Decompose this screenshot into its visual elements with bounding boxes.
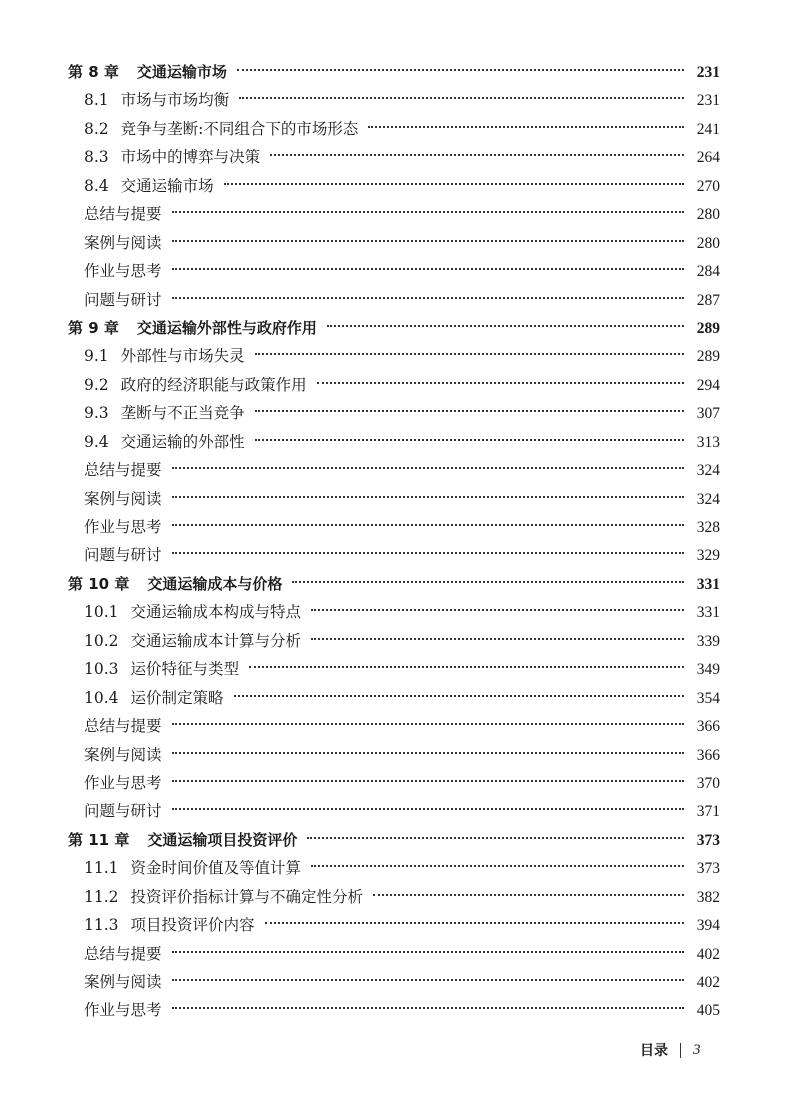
toc-entry-page: 289 (696, 348, 720, 366)
toc-entry-page: 366 (696, 746, 720, 764)
footer-divider (680, 1043, 681, 1058)
toc-entry-title: 案例与阅读 (84, 489, 162, 508)
toc-entry-page: 394 (696, 917, 720, 935)
toc-entry-page: 373 (696, 860, 720, 878)
toc-entry-title: 交通运输市场 (120, 176, 214, 195)
toc-sub-entry[interactable] (68, 797, 720, 825)
toc-entry-page: 331 (696, 575, 720, 593)
dot-leader (255, 439, 684, 441)
toc-entry-number: 9.4 (84, 432, 109, 451)
toc-sub-entry[interactable] (68, 286, 720, 314)
toc-section-entry[interactable] (68, 115, 720, 143)
toc-entry-title: 交通运输的外部性 (120, 432, 245, 451)
dot-leader (172, 951, 684, 953)
dot-leader (172, 524, 684, 526)
toc-entry-title: 总结与提要 (84, 205, 162, 224)
toc-entry-page: 366 (696, 718, 720, 736)
dot-leader (172, 552, 684, 554)
toc-entry-title: 垄断与不正当竞争 (120, 404, 245, 423)
toc-entry-page: 339 (696, 632, 720, 650)
toc-entry-title: 运价制定策略 (130, 688, 224, 707)
toc-entry-title: 交通运输项目投资评价 (147, 830, 298, 849)
toc-section-entry[interactable] (68, 342, 720, 370)
toc-entry-title: 交通运输市场 (136, 63, 227, 81)
toc-entry-title: 作业与思考 (84, 262, 162, 281)
toc-entry-title: 案例与阅读 (84, 745, 162, 764)
toc-entry-number: 9.1 (84, 347, 109, 366)
dot-leader (172, 752, 684, 754)
toc-entry-number: 8.2 (84, 119, 109, 138)
toc-entry-page: 270 (696, 177, 720, 195)
toc-entry-title: 问题与研讨 (84, 802, 162, 821)
toc-entry-number: 10.3 (84, 660, 119, 679)
toc-entry-title: 市场中的博弈与决策 (120, 148, 261, 167)
toc-entry-title: 交通运输成本计算与分析 (130, 631, 302, 650)
toc-chapter-entry[interactable] (68, 826, 720, 854)
toc-entry-number: 第 9 章 (68, 318, 119, 337)
toc-entry-page: 402 (696, 945, 720, 963)
dot-leader (265, 922, 684, 924)
toc-entry-number: 11.3 (84, 916, 119, 935)
toc-section-entry[interactable] (68, 172, 720, 200)
toc-entry-title: 项目投资评价内容 (130, 916, 255, 935)
toc-section-entry[interactable] (68, 86, 720, 114)
toc-section-entry[interactable] (68, 655, 720, 683)
toc-entry-title: 作业与思考 (84, 773, 162, 792)
toc-entry-title: 案例与阅读 (84, 233, 162, 252)
dot-leader (311, 865, 684, 867)
toc-sub-entry[interactable] (68, 968, 720, 996)
toc-entry-title: 投资评价指标计算与不确定性分析 (130, 887, 364, 906)
toc-entry-number: 11.2 (84, 887, 119, 906)
toc-entry-page: 289 (696, 319, 720, 337)
toc-entry-page: 371 (696, 803, 720, 821)
toc-entry-page: 280 (696, 234, 720, 252)
dot-leader (172, 780, 684, 782)
toc-entry-page: 382 (696, 888, 720, 906)
toc-chapter-entry[interactable] (68, 570, 720, 598)
toc-entry-title: 总结与提要 (84, 461, 162, 480)
dot-leader (311, 638, 684, 640)
toc-entry-title: 外部性与市场失灵 (120, 347, 245, 366)
dot-leader (255, 353, 684, 355)
toc-entry-page: 370 (696, 774, 720, 792)
toc-section-entry[interactable] (68, 627, 720, 655)
dot-leader (234, 695, 684, 697)
footer-page-number: 3 (693, 1041, 701, 1058)
dot-leader (307, 837, 684, 839)
toc-sub-entry[interactable] (68, 769, 720, 797)
toc-entry-number: 10.4 (84, 688, 119, 707)
toc-sub-entry[interactable] (68, 940, 720, 968)
page-footer (640, 1040, 701, 1060)
toc-entry-page: 354 (696, 689, 720, 707)
toc-entry-number: 8.4 (84, 176, 109, 195)
toc-sub-entry[interactable] (68, 456, 720, 484)
dot-leader (172, 1007, 684, 1009)
toc-entry-page: 287 (696, 291, 720, 309)
toc-entry-title: 政府的经济职能与政策作用 (120, 375, 307, 394)
dot-leader (327, 325, 684, 327)
toc-sub-entry[interactable] (68, 712, 720, 740)
toc-entry-page: 405 (696, 1002, 720, 1020)
toc-sub-entry[interactable] (68, 200, 720, 228)
footer-label: 目录 (640, 1043, 668, 1059)
toc-sub-entry[interactable] (68, 741, 720, 769)
toc-entry-number: 10.1 (84, 603, 119, 622)
toc-entry-number: 8.3 (84, 148, 109, 167)
dot-leader (172, 211, 684, 213)
dot-leader (373, 894, 684, 896)
dot-leader (172, 467, 684, 469)
dot-leader (237, 69, 684, 71)
dot-leader (255, 410, 684, 412)
toc-entry-title: 资金时间价值及等值计算 (130, 859, 302, 878)
toc-entry-page: 231 (696, 64, 720, 81)
dot-leader (292, 581, 684, 583)
toc-entry-page: 324 (696, 490, 720, 508)
toc-sub-entry[interactable] (68, 996, 720, 1024)
toc-entry-page: 241 (696, 120, 720, 138)
toc-entry-title: 交通运输外部性与政府作用 (136, 318, 317, 337)
toc-entry-page: 328 (696, 519, 720, 536)
toc-entry-title: 总结与提要 (84, 944, 162, 963)
dot-leader (172, 496, 684, 498)
toc-entry-page: 373 (696, 831, 720, 849)
dot-leader (368, 126, 684, 128)
toc-entry-title: 作业与思考 (84, 518, 162, 536)
dot-leader (224, 183, 684, 185)
toc-sub-entry[interactable] (68, 229, 720, 257)
toc-section-entry[interactable] (68, 371, 720, 399)
toc-entry-page: 284 (696, 263, 720, 281)
toc-entry-number: 9.2 (84, 375, 109, 394)
toc-entry-page: 402 (696, 974, 720, 991)
toc-entry-number: 10.2 (84, 631, 119, 650)
dot-leader (172, 268, 684, 270)
toc-entry-page: 264 (696, 149, 720, 167)
toc-entry-title: 总结与提要 (84, 717, 162, 736)
toc-section-entry[interactable] (68, 428, 720, 456)
toc-section-entry[interactable] (68, 684, 720, 712)
dot-leader (172, 723, 684, 725)
toc-chapter-entry[interactable] (68, 314, 720, 342)
toc-entry-title: 作业与思考 (84, 1001, 162, 1020)
toc-sub-entry[interactable] (68, 485, 720, 513)
toc-section-entry[interactable] (68, 883, 720, 911)
dot-leader (249, 666, 684, 668)
dot-leader (270, 154, 684, 156)
toc-entry-number: 9.3 (84, 404, 109, 423)
toc-sub-entry[interactable] (68, 257, 720, 285)
toc-entry-number: 第 8 章 (68, 63, 119, 81)
toc-entry-number: 11.1 (84, 859, 119, 878)
toc-entry-title: 问题与研讨 (84, 290, 162, 309)
toc-sub-entry[interactable] (68, 541, 720, 569)
toc-entry-page: 329 (696, 547, 720, 565)
toc-entry-title: 案例与阅读 (84, 973, 162, 991)
toc-entry-page: 349 (696, 661, 720, 679)
toc-chapter-entry[interactable] (68, 58, 720, 86)
toc-entry-title: 问题与研讨 (84, 546, 162, 565)
toc-sub-entry[interactable] (68, 513, 720, 541)
toc-entry-page: 231 (696, 92, 720, 110)
toc-section-entry[interactable] (68, 598, 720, 626)
toc-entry-page: 307 (696, 405, 720, 423)
toc-entry-title: 市场与市场均衡 (120, 91, 230, 110)
dot-leader (172, 808, 684, 810)
toc-entry-page: 294 (696, 376, 720, 394)
toc-entry-title: 运价特征与类型 (130, 660, 240, 679)
toc-entry-page: 313 (696, 433, 720, 451)
toc-section-entry[interactable] (68, 399, 720, 427)
dot-leader (172, 979, 684, 981)
toc-entry-number: 第 10 章 (68, 574, 130, 593)
dot-leader (172, 240, 684, 242)
toc-entry-title: 交通运输成本构成与特点 (130, 603, 302, 622)
table-of-contents (68, 58, 720, 1025)
toc-entry-page: 324 (696, 462, 720, 480)
toc-entry-title: 竞争与垄断:不同组合下的市场形态 (120, 119, 359, 138)
toc-entry-number: 第 11 章 (68, 830, 130, 849)
toc-section-entry[interactable] (68, 854, 720, 882)
dot-leader (311, 609, 684, 611)
dot-leader (317, 382, 684, 384)
dot-leader (239, 97, 684, 99)
toc-section-entry[interactable] (68, 911, 720, 939)
toc-section-entry[interactable] (68, 143, 720, 171)
toc-entry-page: 331 (696, 604, 720, 622)
toc-entry-number: 8.1 (84, 91, 109, 110)
dot-leader (172, 297, 684, 299)
toc-entry-page: 280 (696, 206, 720, 224)
toc-entry-title: 交通运输成本与价格 (147, 574, 283, 593)
